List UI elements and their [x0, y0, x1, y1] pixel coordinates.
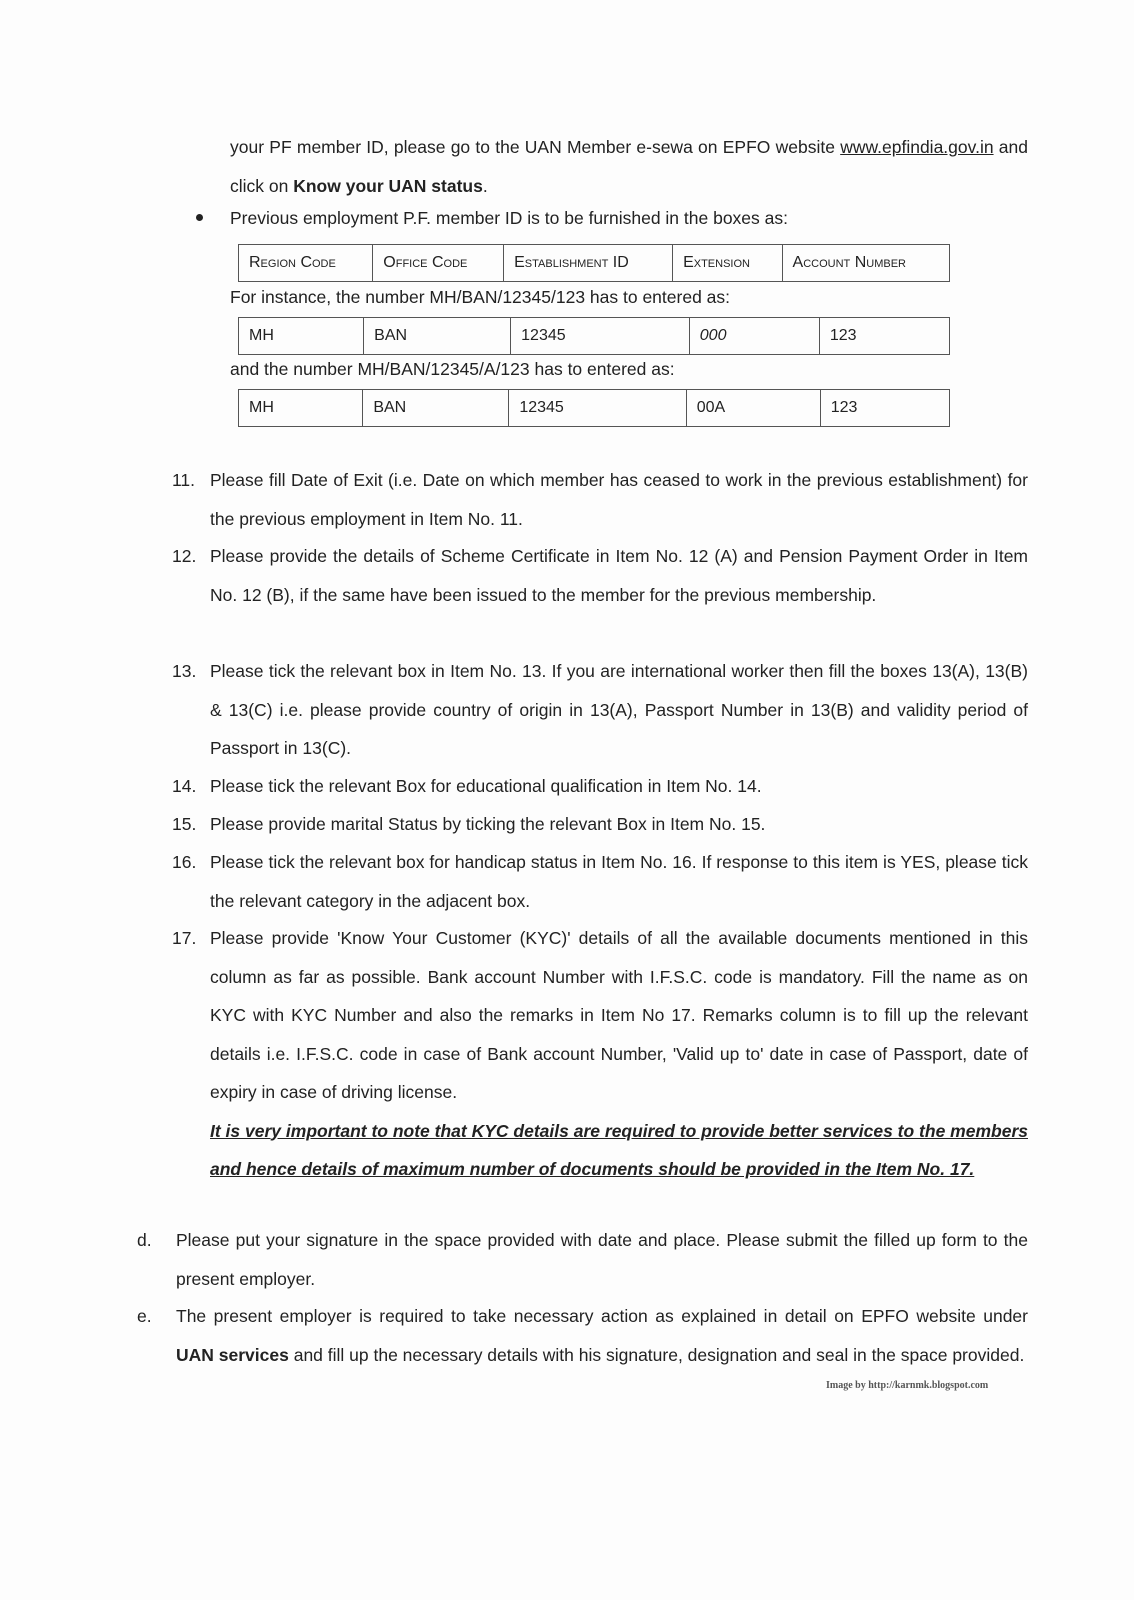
list-item-e — [137, 1297, 1028, 1374]
list-item — [172, 805, 1028, 844]
header-table — [238, 244, 950, 282]
item-text: Please tick the relevant Box for educational qualification in Item No. 14. — [210, 776, 762, 796]
cell: BAN — [364, 318, 511, 355]
uan-services: UAN services — [176, 1344, 289, 1365]
intro-end: . — [482, 175, 488, 196]
cell: 12345 — [509, 390, 686, 427]
item-number: 16. — [172, 852, 197, 872]
epf-link[interactable]: www.epfindia.gov.in — [840, 137, 994, 157]
item-text: Please provide marital Status by ticking the relevant Box in Item No. 15. — [210, 814, 766, 834]
item-letter: d. — [137, 1230, 152, 1250]
item-text: Please put your signature in the space provided with date and place. Please submit the filled up form to the present employer. — [176, 1230, 1028, 1289]
know-uan-status: Know your UAN status — [293, 175, 483, 196]
cell: 123 — [820, 390, 949, 427]
cell: 12345 — [511, 318, 690, 355]
item-number: 11. — [172, 470, 196, 490]
item-text — [176, 1297, 1028, 1374]
example1-label: For instance, the number MH/BAN/12345/123 has to entered as: — [230, 287, 731, 307]
list-item — [172, 919, 1028, 1189]
cell: MH — [239, 318, 364, 355]
item-number: 13. — [172, 661, 197, 681]
item-letter: e. — [137, 1306, 152, 1326]
example2-table — [238, 389, 950, 427]
list-item — [172, 767, 1028, 806]
item-number: 15. — [172, 814, 197, 834]
header-cell: Extension — [673, 245, 782, 282]
list-item — [172, 461, 1028, 538]
item-text: Please fill Date of Exit (i.e. Date on which member has ceased to work in the previous establishment) for the previous employment in Item No. 11. — [210, 470, 1028, 529]
list-item — [172, 843, 1028, 920]
list-item — [172, 652, 1028, 768]
important-note: It is very important to note that KYC details are required to provide better services to the members and hence details of maximum number of documents should be provided in the Item No. 17. — [210, 1120, 1028, 1179]
item-number: 14. — [172, 776, 197, 796]
intro-text: your PF member ID, please go to the UAN Member e-sewa on EPFO website — [230, 137, 841, 157]
e-text-end: and fill up the necessary details with his signature, designation and seal in the space provided. — [288, 1344, 1025, 1365]
bullet-text: Previous employment P.F. member ID is to be furnished in the boxes as: — [230, 208, 789, 228]
cell: MH — [239, 390, 363, 427]
intro-text-mid: and click on — [230, 137, 1028, 196]
intro-paragraph — [230, 128, 1028, 205]
e-text: The present employer is required to take necessary action as explained in detail on EPFO website under — [176, 1306, 1028, 1326]
watermark: Image by http://karnmk.blogspot.com — [826, 1380, 989, 1391]
header-cell: Establishment ID — [504, 245, 673, 282]
example2-label: and the number MH/BAN/12345/A/123 has to entered as: — [230, 359, 675, 379]
bullet-icon — [196, 214, 203, 221]
item-number: 12. — [172, 546, 197, 566]
cell: 000 — [689, 318, 819, 355]
item-text: Please provide 'Know Your Customer (KYC)' details of all the available documents mentioned in this column as far as possible. Bank account Number with I.F.S.C. code is mandatory. Fill the name as on KYC with KYC Number and also the remarks in Item No 17. Remarks column is to fill up the relevant details i.e. I.F.S.C. code in case of Bank account Number, 'Valid up to' date in case of Passport, date of expiry in case of driving license. — [210, 928, 1028, 1102]
cell: BAN — [363, 390, 509, 427]
cell: 00A — [686, 390, 820, 427]
item-text: Please provide the details of Scheme Certificate in Item No. 12 (A) and Pension Payment Order in Item No. 12 (B), if the same have been issued to the member for the previous membership. — [210, 546, 1028, 605]
header-cell: Account Number — [782, 245, 949, 282]
item-text: Please tick the relevant box for handicap status in Item No. 16. If response to this item is YES, please tick the relevant category in the adjacent box. — [210, 852, 1028, 911]
item-text: Please tick the relevant box in Item No. 13. If you are international worker then fill the boxes 13(A), 13(B) & 13(C) i.e. please provide country of origin in 13(A), Passport Number in 13(B) and validity period of Passport in 13(C). — [210, 661, 1028, 758]
cell: 123 — [819, 318, 949, 355]
item-number: 17. — [172, 928, 197, 948]
header-cell: Office Code — [373, 245, 504, 282]
list-item — [172, 537, 1028, 614]
list-item-d — [137, 1221, 1028, 1298]
header-cell: Region Code — [239, 245, 373, 282]
